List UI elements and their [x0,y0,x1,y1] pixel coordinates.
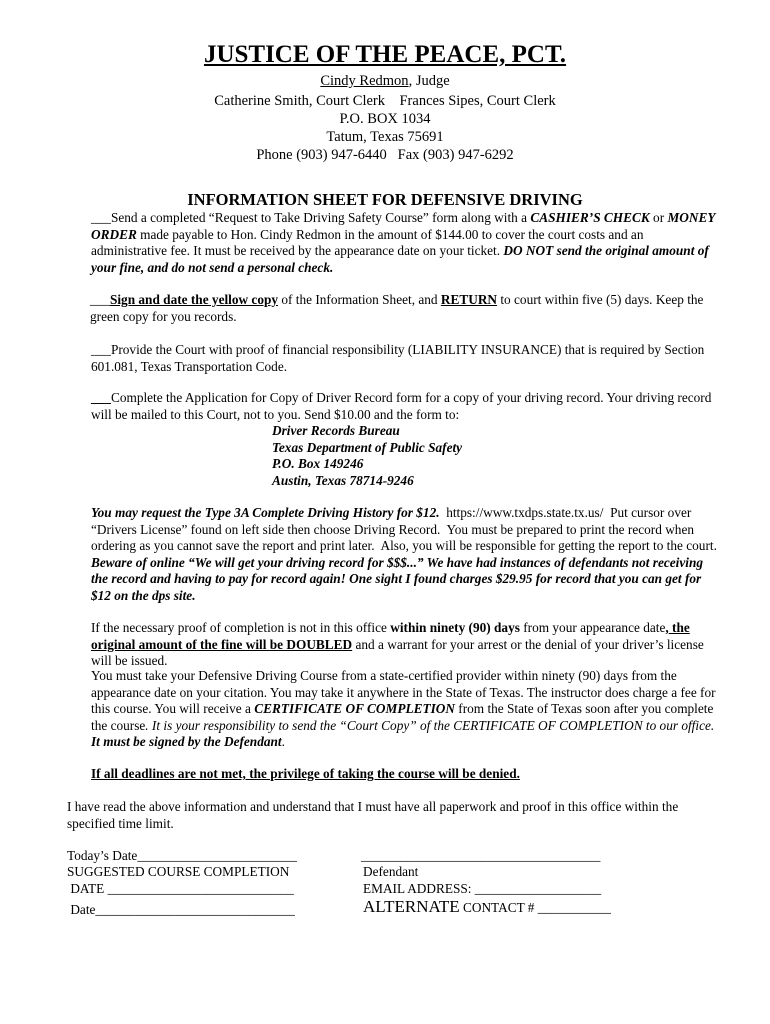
sheet-title: INFORMATION SHEET FOR DEFENSIVE DRIVING [187,190,583,209]
course-responsibility: . It is your responsibility to send the “Court Copy” of the CERTIFICATE OF COMPLETION to our office. [145,717,715,733]
item-driver-record [91,390,721,423]
todays-date-field[interactable]: Today’s Date________________________ [67,848,297,863]
item3-text: Provide the Court with proof of financial responsibility (LIABILITY INSURANCE) that is required by Section 601.081, Texas Transportation Code. [91,342,705,374]
money-order-emphasis: MONEY ORDER [91,210,715,242]
address-line: Texas Department of Public Safety [272,439,463,455]
checkbox-blank: ___ [90,292,110,307]
denied-text: If all deadlines are not met, the privilege of taking the course will be denied. [91,766,520,781]
item1-text-2: made payable to Hon. Cindy Redmon in the amount of $144.00 to cover the court costs and an administrative fee. It must be received by the appearance date on your ticket. [91,226,644,258]
item2-text: of the Information Sheet, and [278,292,441,307]
mailing-address [272,423,462,489]
checkbox-blank: ___ [91,342,111,357]
defendant-label: Defendant [363,864,419,879]
course-text: You must take your Defensive Driving Course from a state-certified provider within ninety (90) days from the appearance date on your citation. You may take it anywhere in the State of Texas. The instructor does charge a fee for this course. You will receive a [91,668,716,716]
denied-notice [91,766,721,783]
city-line: Tatum, Texas 75691 [326,129,444,145]
deadline-text-2: from your appearance date [519,620,666,635]
suggested-completion-label: SUGGESTED COURSE COMPLETION [67,864,290,879]
item-insurance [91,342,721,375]
defendant-signature-line[interactable]: ____________________________________ [361,848,601,863]
phone-fax: Phone (903) 947-6440 Fax (903) 947-6292 [256,147,514,163]
item1-or: or [649,210,668,225]
completion-date-field[interactable]: DATE ____________________________ [67,881,294,896]
acknowledgement: I have read the above information and understand that I must have all paperwork and proof in this office within the specified time limit. [67,799,679,831]
po-box: P.O. BOX 1034 [339,111,431,127]
clerks-line: Catherine Smith, Court Clerk Frances Sipes, Court Clerk [214,93,556,109]
judge-line [0,72,770,90]
beware-warning: Beware of online “We will get your driving record for $$$...” We have had instances of defendants not receiving the record and having to pay for record again! One sight I found charges $29.95 for record that you can get for $12 on the dps site. [91,554,704,603]
address-line: Driver Records Bureau [272,423,400,438]
judge-suffix: , Judge [408,73,450,89]
alternate-contact-field[interactable] [363,899,611,917]
course-text-2: from the State of Texas soon after you complete the course [91,701,714,733]
court-title: JUSTICE OF THE PEACE, PCT. [203,41,567,68]
item2-text-2: to court within five (5) days. Keep the green copy for you records. [90,292,704,324]
type3a-lead: You may request the Type 3A Complete Driving History for $12. [91,505,440,520]
cashiers-check-emphasis: CASHIER’S CHECK [530,210,650,225]
item1-text: Send a completed “Request to Take Driving Safety Course” form along with a [110,210,531,225]
signed-by-defendant: It must be signed by the Defendant [91,717,728,749]
item4-text: Complete the Application for Copy of Driver Record form for a copy of your driving record. Your driving record will be mailed to this Court, not to you. Send $10.00 and the form to: [91,390,712,422]
fine-doubled: the original amount of the fine will be DOUBLED [91,620,690,652]
item-cashiers-check [91,210,721,276]
certificate-emphasis: CERTIFICATE OF COMPLETION [254,701,455,716]
ninety-days: within ninety (90) days [390,620,520,635]
item1-warning: DO NOT send the original amount of your fine, and do not send a personal check. [91,243,709,275]
address-line: P.O. Box 149246 [272,456,364,471]
return-emphasis: RETURN [440,292,498,307]
checkbox-blank: ___ [91,210,111,225]
sign-yellow-copy: Sign and date the yellow copy [109,292,279,307]
checkbox-blank: ___ [91,390,111,405]
contact-label: CONTACT # ___________ [459,900,611,915]
type3a-text: Put cursor over “Drivers License” found on left side then choose Driving Record. You must be prepared to print the record when ordering as you cannot save the report and print later. Also, you will be responsible for getting the report to the court. [91,505,724,553]
dps-url[interactable]: https://www.txdps.state.tx.us/ [439,505,604,520]
type3a-paragraph [91,505,724,604]
course-paragraph [91,668,728,751]
comma: , [665,620,669,635]
date-field[interactable]: Date______________________________ [67,902,295,917]
deadline-paragraph [91,620,721,670]
item-yellow-copy [91,292,721,325]
deadline-text-3: and a warrant for your arrest or the denial of your driver’s license will be issued. [91,636,704,668]
period: . [281,734,285,749]
address-line: Austin, Texas 78714-9246 [272,472,414,488]
deadline-text: If the necessary proof of completion is not in this office [91,620,391,635]
alternate-label: ALTERNATE [363,897,460,916]
judge-name: Cindy Redmon [320,73,409,89]
email-field[interactable]: EMAIL ADDRESS: ___________________ [363,881,602,896]
